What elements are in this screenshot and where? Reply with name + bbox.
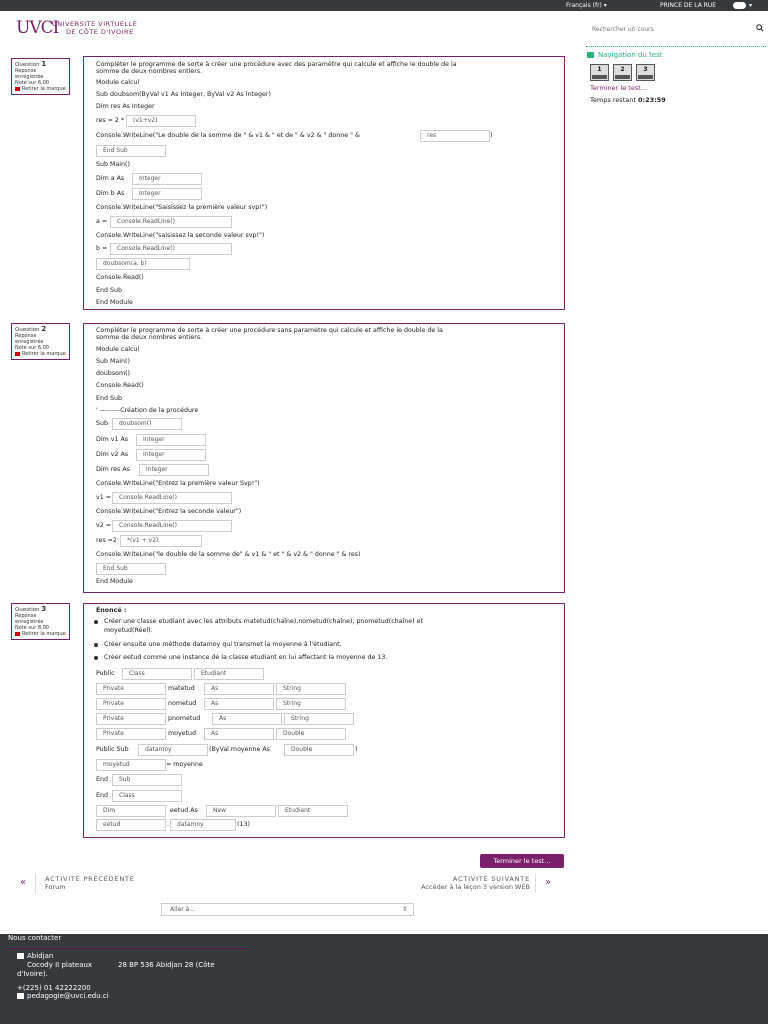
q3-answer-field[interactable]: As bbox=[212, 713, 282, 725]
question-info-1 bbox=[11, 58, 70, 95]
time-value: 0:23:59 bbox=[637, 96, 666, 104]
footer-email[interactable] bbox=[17, 992, 109, 1000]
q3-answer-field[interactable]: New bbox=[206, 805, 276, 817]
nav-question-1[interactable]: 1 bbox=[590, 64, 609, 81]
q3-code-line: (13) bbox=[237, 821, 250, 828]
top-bar bbox=[0, 0, 768, 11]
q1-answer-field[interactable]: (v1+v2) bbox=[126, 115, 196, 127]
q3-answer-field[interactable]: Private bbox=[96, 683, 166, 695]
q1-code-line: Console.WriteLine("Le double de la somme de " & v1 & " et de " & v2 & " donne " & bbox=[96, 132, 360, 139]
q1-answer-field[interactable]: Integer bbox=[132, 173, 202, 185]
q2-answer-field[interactable]: doubsom() bbox=[112, 418, 182, 430]
nav-divider bbox=[586, 46, 766, 47]
divider bbox=[35, 873, 36, 893]
q3-bullet-3: Créer eetud comme une instance de la classe etudiant en lui affectant la moyenne de 13. bbox=[104, 654, 388, 661]
question-label: Question bbox=[15, 607, 40, 613]
footer bbox=[0, 934, 768, 1024]
select-arrows-icon: ⇕ bbox=[401, 906, 407, 913]
city-text: Abidjan bbox=[27, 952, 54, 960]
q1-answer-field[interactable]: End Sub bbox=[96, 145, 166, 157]
question-grade: Noté sur 6,00 bbox=[15, 80, 49, 86]
q3-code-line: eetud As bbox=[170, 807, 198, 814]
footer-address-3: d'Ivoire). bbox=[17, 970, 48, 978]
question-grade: Noté sur 8,00 bbox=[15, 625, 49, 631]
q3-answer-field[interactable]: datamoy bbox=[170, 819, 236, 831]
bullet-icon bbox=[94, 656, 98, 660]
q1-code-line: Console.Read() bbox=[96, 274, 144, 281]
q1-answer-field[interactable]: Integer bbox=[132, 188, 202, 200]
q2-answer-field[interactable]: End Sub bbox=[96, 563, 166, 575]
q3-answer-field[interactable]: Class bbox=[122, 668, 192, 680]
flag-label: Retirer la marque bbox=[22, 351, 66, 357]
footer-address-2: 28 BP 536 Abidjan 28 (Côte bbox=[118, 961, 215, 969]
q2-answer-field[interactable]: Console.ReadLine() bbox=[112, 520, 232, 532]
building-icon bbox=[17, 953, 24, 959]
finish-attempt-link[interactable]: Terminer le test… bbox=[590, 84, 648, 92]
q2-code-line: v2 = bbox=[96, 522, 112, 529]
jump-to-value: Aller à… bbox=[170, 906, 196, 913]
question-number: 2 bbox=[41, 325, 47, 333]
q1-intro-2: somme de deux nombres entiers. bbox=[96, 68, 203, 75]
question-2-panel bbox=[83, 323, 565, 593]
q3-answer-field[interactable]: Double bbox=[284, 744, 354, 756]
q2-code-line: Console.Read() bbox=[96, 382, 144, 389]
q1-code-line: Sub doubsom(ByVal v1 As Integer, ByVal v2 As Integer) bbox=[96, 91, 271, 98]
q2-code-line: v1 = bbox=[96, 494, 112, 501]
q3-code-line: pnometud bbox=[168, 715, 201, 722]
q3-title: Énoncé : bbox=[96, 607, 127, 614]
q1-code-line: Module calcul bbox=[96, 79, 140, 86]
q2-intro: Compléter le programme de sorte à créer une procédure sans paramètre qui calcule et affiche le double de la bbox=[96, 327, 443, 334]
q2-code-line: End Sub bbox=[96, 395, 122, 402]
q3-answer-field[interactable]: Private bbox=[96, 728, 166, 740]
language-menu[interactable]: Français (fr) ▾ bbox=[566, 2, 607, 9]
q3-answer-field[interactable]: Dim bbox=[96, 805, 166, 817]
nav-title: Navigation du test bbox=[598, 51, 663, 59]
logo-line-2: DE CÔTE D'IVOIRE bbox=[66, 28, 134, 36]
q3-code-line: (ByVal moyenne As bbox=[209, 746, 270, 753]
q2-code-line: Sub Main() bbox=[96, 358, 130, 365]
footer-divider bbox=[8, 948, 248, 949]
q1-code-line: Dim b As bbox=[96, 190, 125, 197]
prev-activity-name[interactable]: Forum bbox=[45, 883, 66, 891]
nav-question-3[interactable]: 3 bbox=[636, 64, 655, 81]
q2-code-line: ' ---------Création de la procédure bbox=[96, 407, 199, 414]
q3-bullet-1b: moyetud(Réel). bbox=[104, 627, 153, 634]
q3-answer-field[interactable]: Class bbox=[112, 790, 182, 802]
navigation-icon bbox=[587, 52, 594, 58]
q3-code-line: . bbox=[167, 821, 170, 828]
question-label: Question bbox=[15, 327, 40, 333]
finish-attempt-button[interactable]: Terminer le test… bbox=[480, 854, 564, 868]
question-number-2 bbox=[15, 326, 66, 333]
question-grade: Noté sur 6,00 bbox=[15, 345, 49, 351]
q1-code-line: ) bbox=[490, 132, 493, 139]
envelope-icon bbox=[17, 993, 24, 999]
question-number: 1 bbox=[41, 60, 47, 68]
q2-code-line: doubsom() bbox=[96, 370, 131, 377]
next-activity-name[interactable]: Accéder à la leçon 3 version WEB bbox=[421, 883, 530, 891]
q3-answer-field[interactable]: As bbox=[204, 683, 274, 695]
time-label: Temps restant bbox=[590, 96, 636, 104]
flag-toggle[interactable] bbox=[15, 86, 66, 92]
site-logo[interactable] bbox=[16, 18, 156, 40]
flag-label: Retirer la marque bbox=[22, 631, 66, 637]
q2-answer-field[interactable]: *(v1 + v2) bbox=[120, 535, 202, 547]
q1-code-line: Sub Main() bbox=[96, 161, 130, 168]
q3-answer-field[interactable]: moyetud bbox=[96, 759, 166, 771]
q3-answer-field[interactable]: String bbox=[284, 713, 354, 725]
q2-intro-2: somme de deux nombres entiers. bbox=[96, 334, 203, 341]
course-search bbox=[588, 22, 768, 36]
email-text: pedagogie@uvci.edu.ci bbox=[27, 992, 109, 1000]
question-number: 3 bbox=[41, 605, 47, 613]
q1-code-line: res = 2 * bbox=[96, 117, 125, 124]
q3-code-line: matetud bbox=[168, 685, 195, 692]
flag-icon bbox=[15, 87, 20, 91]
q1-answer-field[interactable]: Console.ReadLine() bbox=[110, 243, 232, 255]
q2-code-line: Dim v2 As bbox=[96, 451, 129, 458]
question-state: Réponse enregistrée bbox=[15, 333, 44, 345]
q2-code-line: Module calcul bbox=[96, 346, 140, 353]
flag-label: Retirer la marque bbox=[22, 86, 66, 92]
footer-city bbox=[17, 952, 53, 960]
logo-mark: UVCI bbox=[16, 18, 59, 38]
question-number-1 bbox=[15, 61, 66, 68]
question-1-panel bbox=[83, 56, 565, 310]
q1-code-line: End Sub bbox=[96, 287, 122, 294]
q1-code-line: b = bbox=[96, 245, 108, 252]
q1-answer-field[interactable]: Console.ReadLine() bbox=[110, 216, 232, 228]
q2-code-line: Console.WriteLine("Entrez la seconde valeur") bbox=[96, 508, 242, 515]
prev-activity-arrow-icon[interactable]: « bbox=[20, 877, 27, 888]
search-icon[interactable] bbox=[756, 24, 764, 32]
q3-code-line: moyetud bbox=[168, 730, 197, 737]
next-activity-label[interactable]: ACTIVITÉ SUIVANTE bbox=[452, 875, 530, 883]
q3-code-line: Public bbox=[96, 670, 115, 677]
q3-bullet-1: Créer une classe etudiant avec les attributs matetud(chaîne),nometud(chaîne), pnometud(chaîne) et bbox=[104, 618, 423, 625]
flag-icon bbox=[15, 352, 20, 356]
q3-answer-field[interactable]: As bbox=[204, 728, 274, 740]
q2-code-line: Console.WriteLine("le double de la somme de" & v1 & " et " & v2 & " donne " & res) bbox=[96, 551, 361, 558]
user-name[interactable]: PRINCE DE LA RUE bbox=[660, 2, 717, 9]
q2-code-line: Dim v1 As bbox=[96, 436, 129, 443]
divider bbox=[535, 873, 536, 893]
q3-answer-field[interactable]: As bbox=[204, 698, 274, 710]
q3-answer-field[interactable]: Sub bbox=[112, 774, 182, 786]
q3-code-line: = moyenne bbox=[166, 761, 203, 768]
user-menu-chevron-icon[interactable]: ▾ bbox=[749, 2, 753, 9]
q2-code-line: Dim res As bbox=[96, 466, 130, 473]
q2-answer-field[interactable]: Integer bbox=[136, 434, 206, 446]
q2-answer-field[interactable]: Console.ReadLine() bbox=[112, 492, 232, 504]
q3-answer-field[interactable]: Double bbox=[276, 728, 346, 740]
time-left bbox=[590, 96, 666, 104]
question-state: Réponse enregistrée bbox=[15, 68, 44, 80]
bullet-icon bbox=[94, 643, 98, 647]
q3-code-line: End bbox=[96, 776, 108, 783]
question-info-3 bbox=[11, 603, 70, 640]
q3-answer-field[interactable]: eetud bbox=[96, 819, 166, 831]
q1-answer-field[interactable]: res bbox=[420, 130, 490, 142]
q3-code-line: nometud bbox=[168, 700, 197, 707]
q3-code-line: ) bbox=[355, 746, 358, 753]
q3-bullet-2: Créer ensuite une méthode datamoy qui transmet la moyenne à l'étudiant. bbox=[104, 641, 342, 648]
question-info-2 bbox=[11, 323, 70, 360]
q3-code-line: End bbox=[96, 792, 108, 799]
q2-code-line: res =2 bbox=[96, 537, 117, 544]
footer-phone: +(225) 01 42222200 bbox=[17, 984, 91, 992]
q1-code-line: Console.WriteLine("Saisissez la première valeur svp!") bbox=[96, 204, 268, 211]
logo-line-1: UNIVERSITE VIRTUELLE bbox=[52, 20, 138, 28]
q1-code-line: Dim res As Integer bbox=[96, 103, 155, 110]
question-label: Question bbox=[15, 62, 40, 68]
q3-answer-field[interactable]: datamoy bbox=[138, 744, 208, 756]
q1-code-line: Dim a As bbox=[96, 175, 125, 182]
question-3-panel bbox=[83, 603, 565, 838]
q3-code-line: Public Sub bbox=[96, 746, 129, 753]
jump-to-select[interactable] bbox=[161, 903, 414, 916]
question-state: Réponse enregistrée bbox=[15, 613, 44, 625]
prev-activity-label[interactable]: ACTIVITÉ PRÉCÉDENTE bbox=[45, 875, 135, 883]
q1-code-line: a = bbox=[96, 218, 108, 225]
user-avatar[interactable] bbox=[733, 2, 746, 9]
bullet-icon bbox=[94, 620, 98, 624]
footer-title: Nous contacter bbox=[8, 934, 62, 942]
q1-code-line: Console.WriteLine("saisissez la seconde valeur svp!") bbox=[96, 232, 265, 239]
question-number-3 bbox=[15, 606, 66, 613]
q2-answer-field[interactable]: Integer bbox=[136, 449, 206, 461]
q3-answer-field[interactable]: String bbox=[276, 698, 346, 710]
flag-toggle[interactable] bbox=[15, 351, 66, 357]
q1-code-line: End Module bbox=[96, 299, 133, 306]
q1-intro: Compléter le programme de sorte à créer une procédure avec des paramètre qui calcule et affiche le double de la bbox=[96, 61, 457, 68]
q2-code-line: Sub bbox=[96, 420, 108, 427]
q3-answer-field[interactable]: String bbox=[276, 683, 346, 695]
q3-answer-field[interactable]: Private bbox=[96, 713, 166, 725]
search-input[interactable] bbox=[588, 22, 748, 36]
flag-icon bbox=[15, 632, 20, 636]
q3-answer-field[interactable]: Private bbox=[96, 698, 166, 710]
nav-question-2[interactable]: 2 bbox=[613, 64, 632, 81]
q3-answer-field[interactable]: Etudiant bbox=[194, 668, 264, 680]
footer-address-1: Cocody II plateaux bbox=[27, 961, 93, 969]
next-activity-arrow-icon[interactable]: » bbox=[545, 877, 552, 888]
q2-code-line: Console.WriteLine("Entrez la première valeur Svp!") bbox=[96, 480, 260, 487]
q2-code-line: End Module bbox=[96, 578, 133, 585]
q3-answer-field[interactable]: Etudiant bbox=[278, 805, 348, 817]
q2-answer-field[interactable]: Integer bbox=[139, 464, 209, 476]
flag-toggle[interactable] bbox=[15, 631, 66, 637]
q1-answer-field[interactable]: doubsom(a, b) bbox=[96, 258, 190, 270]
